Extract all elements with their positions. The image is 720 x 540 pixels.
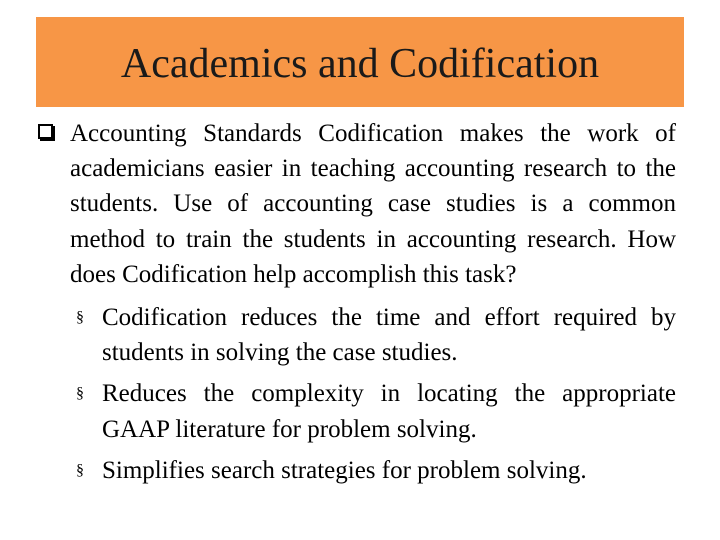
title-bar: [36, 17, 684, 107]
slide-content: [38, 116, 676, 494]
main-bullet: [38, 116, 676, 292]
sub-bullet-text: Reduces the complexity in locating the appropriate GAAP literature for problem solving.: [102, 380, 676, 443]
section-sign-icon: §: [76, 385, 84, 403]
sub-bullet-list: [38, 300, 676, 488]
main-bullet-text: Accounting Standards Codification makes the work of academicians easier in teaching accounting research to the students. Use of accounting case studies is a common method to train the students in accounting research. How does Codification help accomplish this task?: [70, 120, 676, 288]
slide-title: Academics and Codification: [120, 41, 600, 87]
sub-bullet-1: [76, 300, 676, 370]
sub-bullet-2: [76, 376, 676, 446]
hollow-square-icon: [38, 124, 53, 139]
section-sign-icon: §: [76, 309, 84, 327]
section-sign-icon: §: [76, 461, 84, 479]
sub-bullet-text: Codification reduces the time and effort required by students in solving the case studies.: [102, 304, 676, 367]
sub-bullet-text: Simplifies search strategies for problem solving.: [102, 456, 587, 484]
sub-bullet-3: [76, 453, 676, 488]
